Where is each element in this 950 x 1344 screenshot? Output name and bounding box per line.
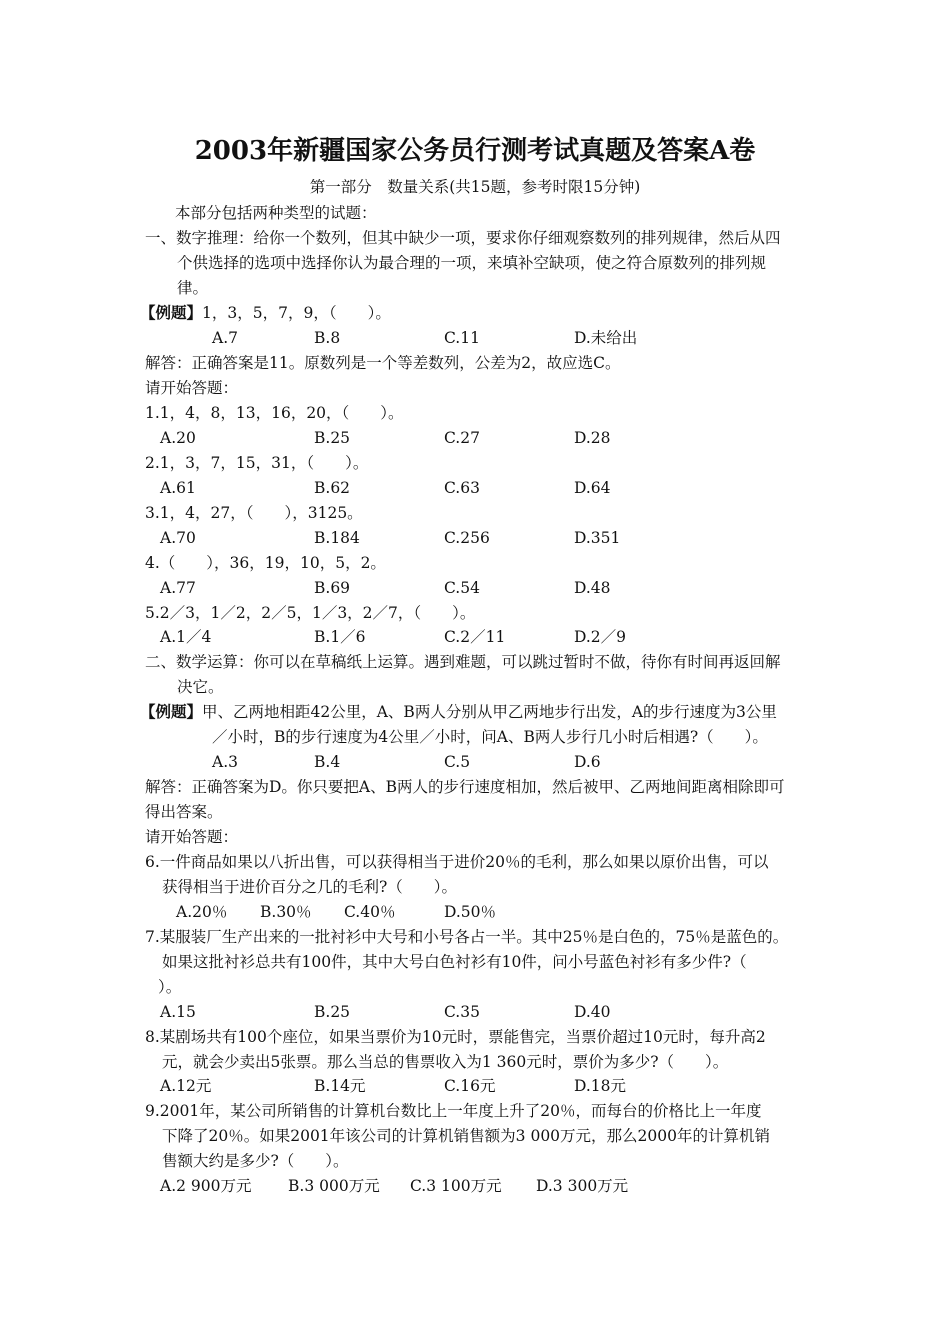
document-title: 2003年新疆国家公务员行测考试真题及答案A卷 <box>194 136 756 166</box>
option-a: A.12元 <box>160 1077 212 1095</box>
option-b: B.14元 <box>314 1077 366 1095</box>
question-7: ）。 <box>158 978 182 996</box>
example-label: 【例题】 <box>140 702 203 721</box>
question-3: 3.1，4，27，（ ），3125。 <box>145 504 363 522</box>
part1-description: 律。 <box>177 279 209 297</box>
example-text: 甲、乙两地相距42公里，A、B两人分别从甲乙两地步行出发，A的步行速度为3公里 <box>202 703 777 721</box>
option-a: A.70 <box>160 529 196 547</box>
option-d: D.3 300万元 <box>536 1177 629 1195</box>
option-d: D.40 <box>574 1003 611 1021</box>
example2-question <box>140 702 777 722</box>
question-9: 下降了20％。如果2001年该公司的计算机销售额为3 000万元，那么2000年的计算机销 <box>162 1127 770 1145</box>
option-b: B.30％ <box>260 903 312 921</box>
option-c: C.11 <box>444 329 480 347</box>
option-b: B.69 <box>314 579 351 597</box>
option-a: A.7 <box>212 329 238 347</box>
question-5: 5.2／3，1／2，2／5，1／3，2／7，（ ）。 <box>145 604 476 622</box>
option-b: B.8 <box>314 329 341 347</box>
option-b: B.4 <box>314 753 341 771</box>
example2-question: ／小时，B的步行速度为4公里／小时，问A、B两人步行几小时后相遇?（ ）。 <box>212 728 768 746</box>
question-9: 9.2001年，某公司所销售的计算机台数比上一年度上升了20％，而每台的价格比上一年度 <box>145 1102 762 1120</box>
example-text: 1，3，5，7，9，（ ）。 <box>202 304 391 322</box>
option-a: A.20 <box>160 429 196 447</box>
option-d: D.48 <box>574 579 611 597</box>
option-b: B.184 <box>314 529 360 547</box>
option-d: D.未给出 <box>574 329 638 347</box>
option-d: D.6 <box>574 753 601 771</box>
example1-answer: 解答：正确答案是11。原数列是一个等差数列，公差为2，故应选C。 <box>145 354 621 372</box>
option-d: D.64 <box>574 479 611 497</box>
question-6: 获得相当于进价百分之几的毛利?（ ）。 <box>162 878 458 896</box>
option-b: B.25 <box>314 1003 351 1021</box>
option-b: B.1／6 <box>314 628 366 646</box>
option-d: D.2／9 <box>574 628 627 646</box>
option-d: D.50％ <box>444 903 497 921</box>
question-9: 售额大约是多少?（ ）。 <box>162 1152 349 1170</box>
option-a: A.61 <box>160 479 196 497</box>
option-a: A.15 <box>160 1003 196 1021</box>
option-c: C.35 <box>444 1003 480 1021</box>
option-c: C.16元 <box>444 1077 496 1095</box>
option-a: A.77 <box>160 579 196 597</box>
question-8: 元，就会少卖出5张票。那么当总的售票收入为1 360元时，票价为多少?（ ）。 <box>162 1053 729 1071</box>
question-1: 1.1，4，8，13，16，20，（ ）。 <box>145 404 404 422</box>
option-c: C.5 <box>444 753 471 771</box>
part1-description: 一、数字推理：给你一个数列，但其中缺少一项，要求你仔细观察数列的排列规律，然后从四 <box>145 229 781 247</box>
option-b: B.25 <box>314 429 351 447</box>
question-8: 8.某剧场共有100个座位，如果当票价为10元时，票能售完，当票价超过10元时，每升高2 <box>145 1028 766 1046</box>
question-6: 6.一件商品如果以八折出售，可以获得相当于进价20％的毛利，那么如果以原价出售，可以 <box>145 853 769 871</box>
question-4: 4.（ ），36，19，10，5，2。 <box>145 554 386 572</box>
option-c: C.63 <box>444 479 480 497</box>
example2-answer: 得出答案。 <box>145 803 223 821</box>
option-d: D.351 <box>574 529 621 547</box>
option-c: C.2／11 <box>444 628 506 646</box>
option-b: B.3 000万元 <box>288 1177 380 1195</box>
option-a: A.2 900万元 <box>160 1177 252 1195</box>
part2-description: 决它。 <box>177 678 224 696</box>
part2-description: 二、数学运算：你可以在草稿纸上运算。遇到难题，可以跳过暂时不做，待你有时间再返回解 <box>145 653 781 671</box>
option-c: C.256 <box>444 529 490 547</box>
section-heading: 第一部分 数量关系(共15题，参考时限15分钟) <box>309 178 641 196</box>
option-c: C.3 100万元 <box>410 1177 502 1195</box>
option-a: A.3 <box>212 753 238 771</box>
option-d: D.28 <box>574 429 611 447</box>
start-prompt: 请开始答题： <box>145 828 239 846</box>
intro-text: 本部分包括两种类型的试题： <box>175 204 377 222</box>
part1-description: 个供选择的选项中选择你认为最合理的一项，来填补空缺项，使之符合原数列的排列规 <box>177 254 767 272</box>
question-2: 2.1，3，7，15，31，（ ）。 <box>145 454 369 472</box>
example1-question <box>140 303 391 323</box>
option-c: C.27 <box>444 429 480 447</box>
option-c: C.54 <box>444 579 480 597</box>
example-label: 【例题】 <box>140 303 203 322</box>
option-a: A.1／4 <box>160 628 212 646</box>
option-c: C.40％ <box>344 903 396 921</box>
option-a: A.20％ <box>176 903 228 921</box>
option-b: B.62 <box>314 479 351 497</box>
example2-answer: 解答：正确答案为D。你只要把A、B两人的步行速度相加，然后被甲、乙两地间距离相除即可 <box>145 778 785 796</box>
start-prompt: 请开始答题： <box>145 379 239 397</box>
option-d: D.18元 <box>574 1077 627 1095</box>
question-7: 7.某服装厂生产出来的一批衬衫中大号和小号各占一半。其中25％是白色的，75％是蓝色的。 <box>145 928 789 946</box>
question-7: 如果这批衬衫总共有100件，其中大号白色衬衫有10件，问小号蓝色衬衫有多少件?（ <box>162 953 747 971</box>
